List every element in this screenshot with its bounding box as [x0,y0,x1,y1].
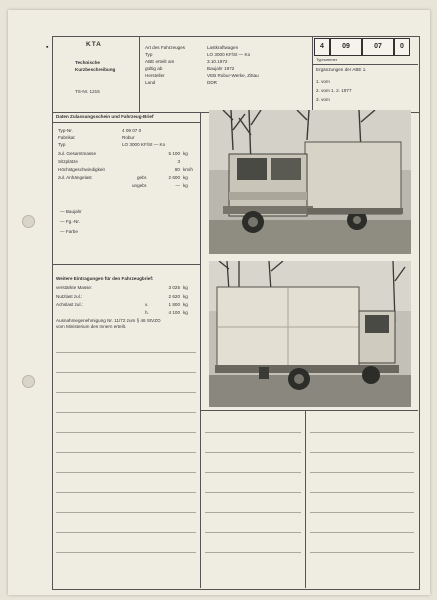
further-value: 1 800 [168,302,180,307]
addition-item: 2. vom 1. 2. 1977 [316,88,352,93]
blank-rule [205,552,301,553]
extra-field: — Farbe [60,229,78,234]
type-number-rule [312,64,418,65]
blank-rule [310,512,414,513]
field-value: DDR [207,80,217,85]
further-title: Weitere Eintragungen für den Fahrzeugbrief: [56,276,154,281]
corner-marker-icon: ▪ [46,44,49,51]
further-label: verstärkte Masse: [56,285,93,290]
reg-unit: km/h [183,167,193,172]
reg-label: zul. Gesamtmasse [58,151,97,156]
further-label: Nutzlast zul.: [56,294,83,299]
reg-unit: kg [183,183,188,188]
reg-label: zul. Anhängelast [58,175,92,180]
reg-value: LO 3000 KF/St — Ko [122,142,166,147]
exemption-note: Ausnahmegenehmigung Nr. 11/72 zum § 46 StVZO [56,318,161,323]
reg-unit: kg [183,175,188,180]
blank-rule [56,392,196,393]
reg-sub: ungebr. [132,183,148,188]
lower-right-rule [200,410,418,411]
doc-type-line1: Technische [75,60,100,65]
extra-field: — Baujahr [60,209,82,214]
exemption-note: vom Ministerium des Innern erteilt. [56,324,127,329]
reg-label: Sitzplätze [58,159,78,164]
field-label: Art des Fahrzeuges [145,45,186,50]
reg-value: 5 100 [168,151,180,156]
blank-rule [310,472,414,473]
field-label: Typ [145,52,153,57]
blank-rule [205,512,301,513]
doc-type-line2: Kurzbeschreibung [75,67,116,72]
further-value: 4 100 [168,310,180,315]
addition-item: 3. vom [316,97,330,102]
blank-rule [310,552,414,553]
field-value: Baujahr 1972 [207,66,235,71]
reg-label: Fabrikat [58,135,75,140]
ts-number: TS-Nr. 1215 [75,89,100,94]
blank-rule [56,472,196,473]
extra-field: — Fg.-Nr. [60,219,80,224]
truck-photo-rear [209,261,411,407]
type-number-label: Typnummer [316,57,338,62]
field-value: 3.10.1972 [207,59,228,64]
blank-rule [310,492,414,493]
blank-rule [56,552,196,553]
blank-rule [205,492,301,493]
blank-rule [56,452,196,453]
further-unit: kg [183,302,188,307]
blank-rule [56,372,196,373]
type-number-digit: 09 [330,38,362,56]
additions-title: Ergänzungen der ABE 1. [316,67,367,72]
registration-title: Daten Zulassungsschein und Fahrzeug-Brief [56,114,154,119]
reg-value: 3 [177,159,180,164]
further-label: Achslast zul.: [56,302,84,307]
field-label: Land [145,80,156,85]
body-column-divider [200,112,201,588]
field-value: LO 3000 KF/St — Ko [207,52,251,57]
lower-right-divider [305,410,306,588]
field-label: gültig ab [145,66,163,71]
further-unit: kg [183,310,188,315]
reg-value: 80 [174,167,180,172]
header-divider-left [139,36,140,113]
section-divider [52,264,200,265]
further-sub: h. [145,310,149,315]
blank-rule [310,532,414,533]
blank-rule [56,432,196,433]
addition-item: 1. vom [316,79,330,84]
truck-photo-front [209,110,411,254]
type-number-digit: 07 [362,38,394,56]
reg-value: 4 09 07 0 [122,128,142,133]
further-sub: v. [145,302,149,307]
reg-value: Robur [122,135,135,140]
further-unit: kg [183,285,188,290]
blank-rule [205,432,301,433]
blank-rule [310,432,414,433]
further-value: 3 025 [168,285,180,290]
org-name: KTA [86,41,102,48]
header-divider-right [312,36,313,113]
further-value: 2 620 [168,294,180,299]
reg-label: Typ-Nr. [58,128,73,133]
field-value: VEB Robur-Werke, Zittau [207,73,259,78]
blank-rule [205,472,301,473]
reg-value: 2 600 [168,175,180,180]
reg-sub: gebr. [137,175,148,180]
reg-unit: kg [183,151,188,156]
type-number-digit: 0 [394,38,410,56]
reg-label: Höchstgeschwindigkeit [58,167,105,172]
field-label: ABE erteilt am [145,59,175,64]
blank-rule [205,532,301,533]
field-value: Lastkraftwagen [207,45,239,50]
further-unit: kg [183,294,188,299]
blank-rule [56,532,196,533]
punch-hole-upper [22,215,35,228]
blank-rule [310,452,414,453]
punch-hole-lower [22,375,35,388]
field-label: Hersteller [145,73,165,78]
blank-rule [56,492,196,493]
blank-rule [56,352,196,353]
blank-rule [56,512,196,513]
reg-label: Typ [58,142,66,147]
type-number-digit: 4 [314,38,330,56]
blank-rule [56,412,196,413]
registration-title-rule [52,122,200,123]
reg-value: — [175,183,180,188]
blank-rule [205,452,301,453]
